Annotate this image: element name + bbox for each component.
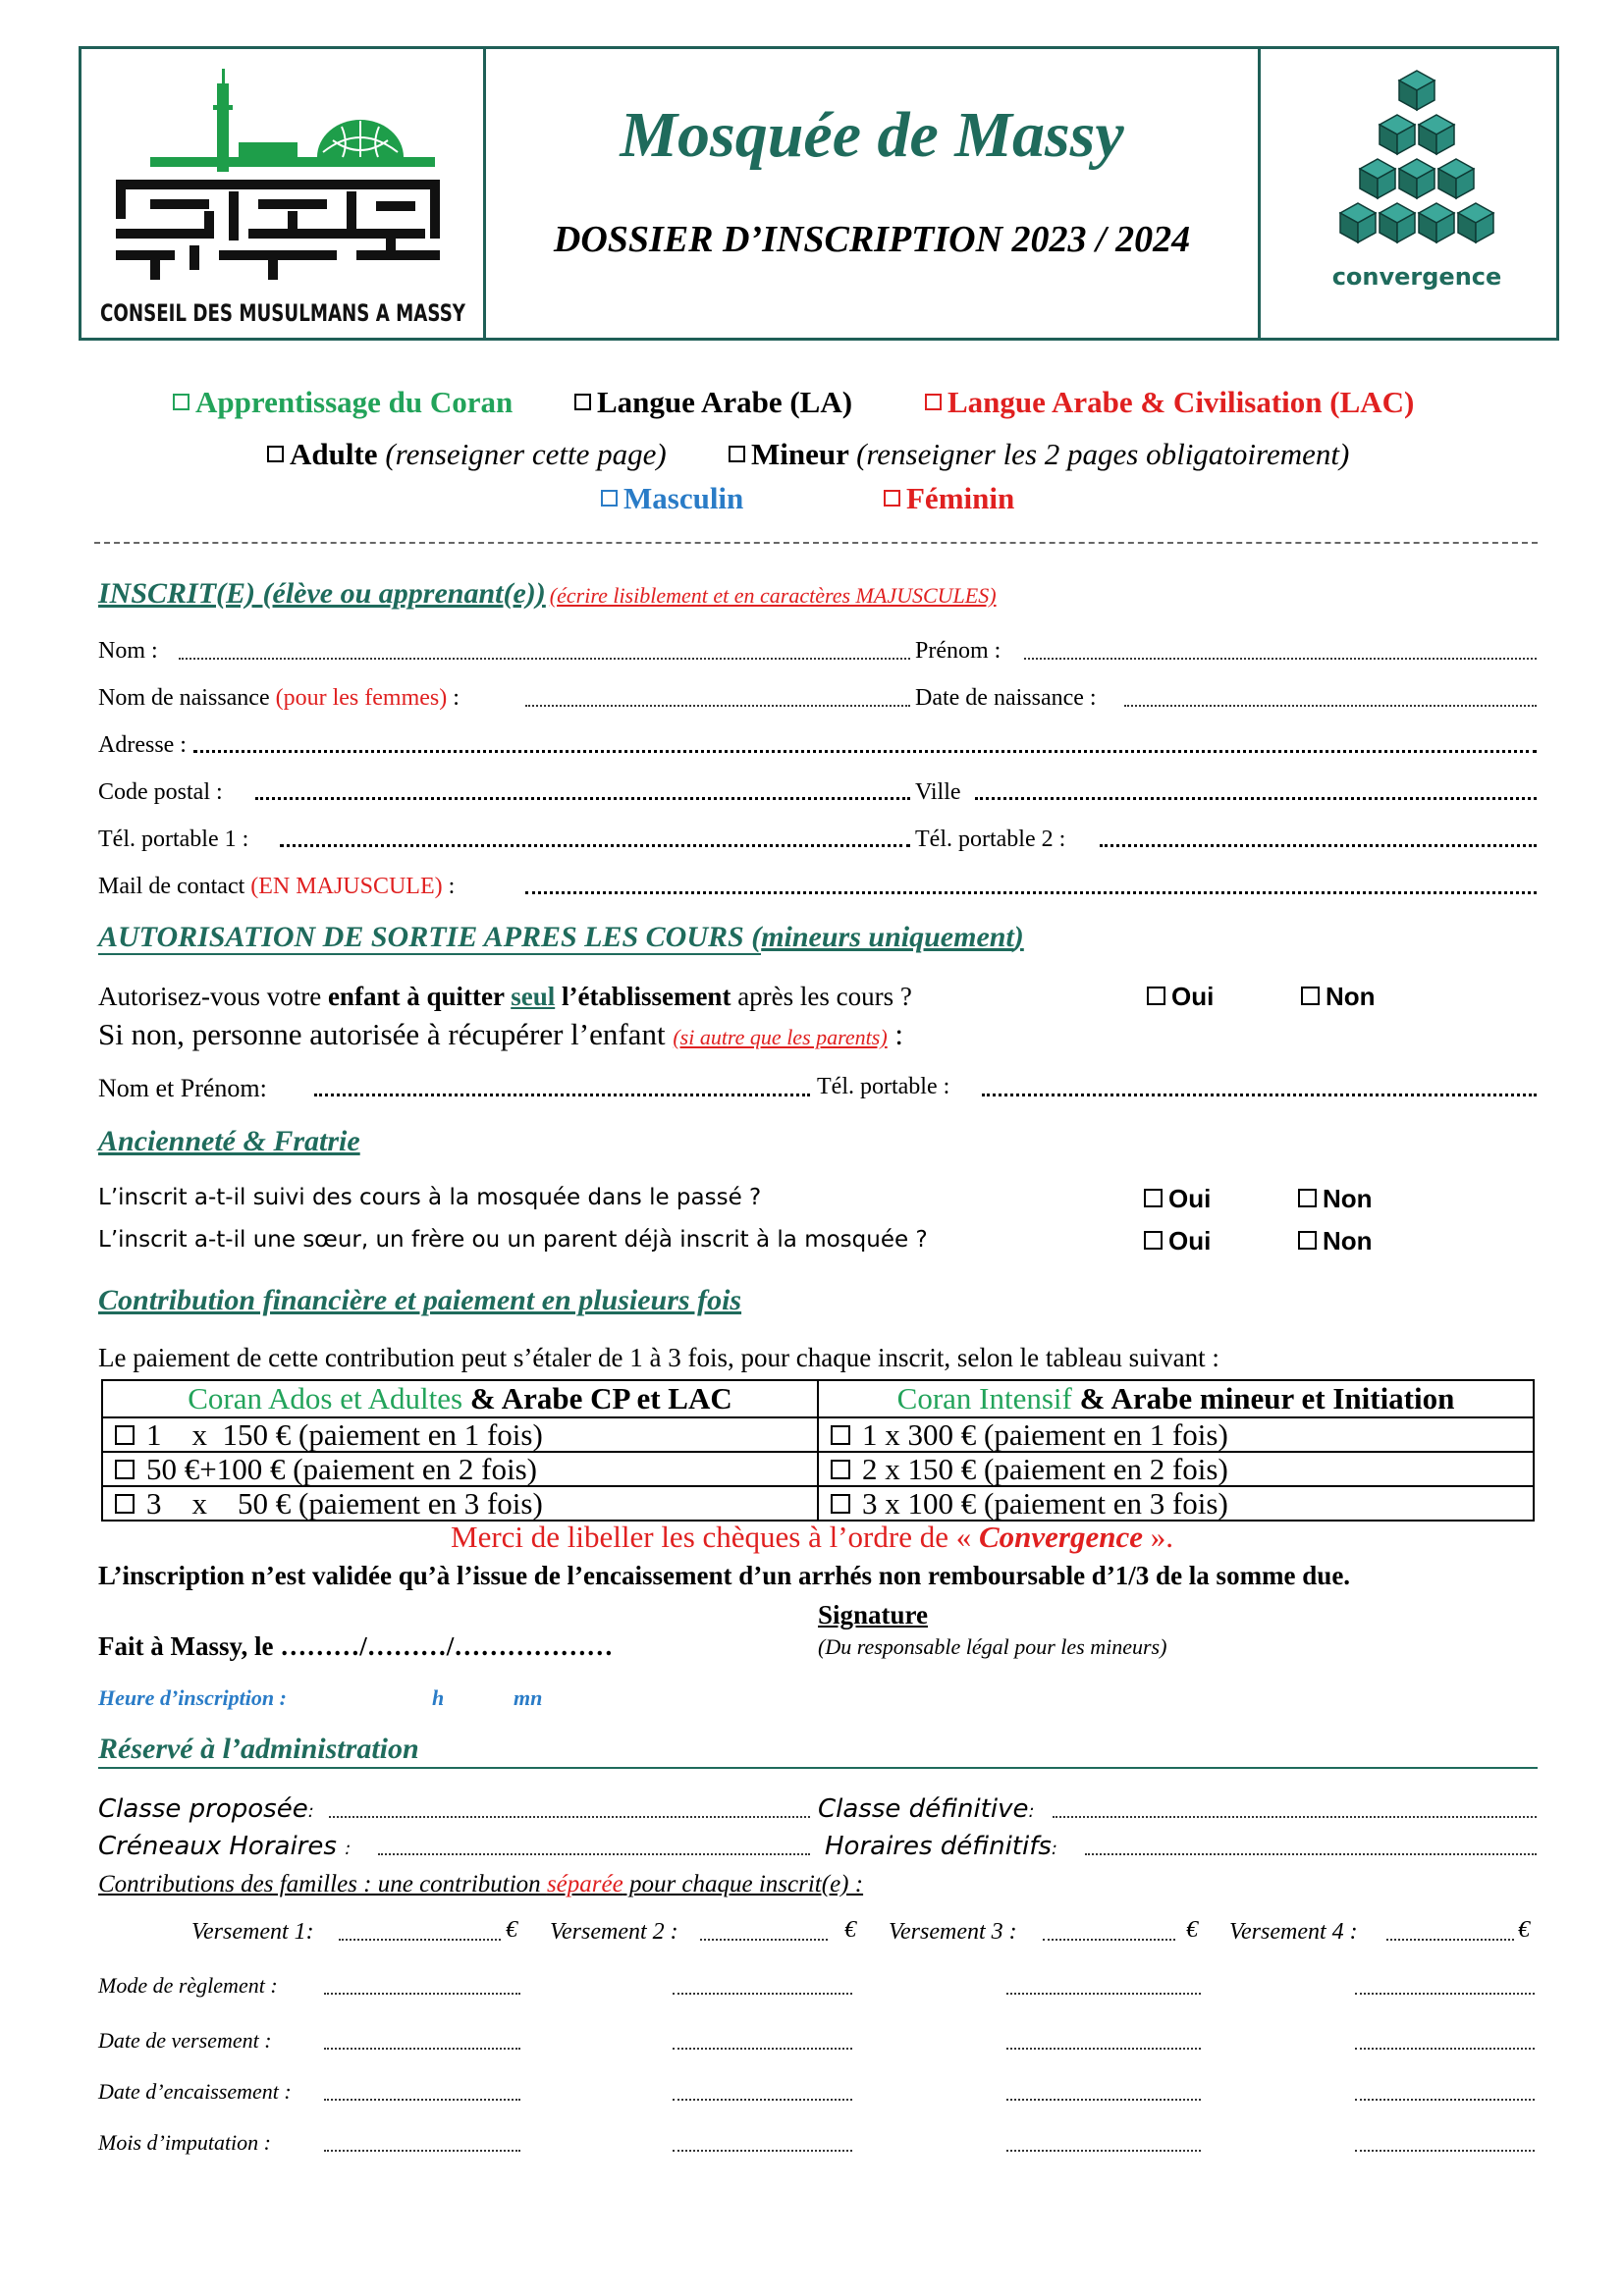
euro-1: € [506,1917,517,1943]
question-personne-autorisee: Si non, personne autorisée à récupérer l’enfant (si autre que les parents) : [98,1017,904,1051]
question-fratrie: L’inscrit a-t-il une sœur, un frère ou un parent déjà inscrit à la mosquée ? [98,1227,928,1253]
label-tel-portable: Tél. portable : [817,1074,950,1099]
field-mode-col4[interactable] [1355,1993,1535,1995]
checkbox-icon[interactable] [115,1460,135,1479]
checkbox-icon[interactable] [601,490,618,507]
field-tel2[interactable] [1100,844,1537,847]
field-versement-2[interactable] [700,1939,828,1941]
field-date-vers-col2[interactable] [673,2048,852,2050]
field-date-vers-col1[interactable] [324,2048,520,2050]
signature-label: Signature [818,1600,929,1629]
cheques-note: Merci de libeller les chèques à l’ordre de « Convergence ». [451,1520,1173,1554]
checkbox-icon[interactable] [574,394,591,410]
table-row [102,1486,1534,1521]
checkbox-icon[interactable] [1147,987,1165,1005]
field-mois-col3[interactable] [1006,2150,1201,2152]
section-sortie-heading: AUTORISATION DE SORTIE APRES LES COURS (mineurs uniquement) [98,921,1024,953]
checkbox-icon[interactable] [831,1425,850,1445]
admin-underline [98,1767,1538,1769]
field-mois-col2[interactable] [673,2150,852,2152]
field-versement-1[interactable] [339,1939,501,1941]
option-adulte[interactable]: Adulte (renseigner cette page) [267,437,667,472]
heure-mn[interactable]: mn [514,1685,543,1710]
euro-4: € [1518,1917,1530,1943]
field-date-naissance[interactable] [1124,705,1537,707]
euro-3: € [1186,1917,1198,1943]
contributions-familles-note: Contributions des familles : une contribution séparée pour chaque inscrit(e) : [98,1871,864,1897]
checkbox-icon[interactable] [831,1460,850,1479]
field-mois-col4[interactable] [1355,2150,1535,2152]
header-divider [1258,49,1261,338]
field-mode-col1[interactable] [324,1993,520,1995]
field-date-enc-col3[interactable] [1006,2099,1201,2101]
field-tel1[interactable] [280,844,910,847]
payment-option[interactable]: 1 x 150 € (paiement en 1 fois) [102,1417,818,1452]
separator [94,542,1538,544]
cmm-caption: CONSEIL DES MUSULMANS A MASSY [100,299,466,327]
label-nom-naissance: Nom de naissance (pour les femmes) : [98,685,460,711]
label-creneaux: Créneaux Horaires : [98,1832,352,1861]
page-title: Mosquée de Massy [620,99,1124,171]
table-row [102,1417,1534,1452]
option-lac[interactable]: Langue Arabe & Civilisation (LAC) [925,385,1414,420]
field-date-vers-col4[interactable] [1355,2048,1535,2050]
checkbox-oui-fratrie[interactable]: Oui [1144,1226,1211,1256]
checkbox-icon[interactable] [1144,1189,1163,1207]
question-cours-passe: L’inscrit a-t-il suivi des cours à la mosquée dans le passé ? [98,1185,762,1210]
option-masculin[interactable]: Masculin [601,481,743,516]
label-tel2: Tél. portable 2 : [915,827,1066,852]
contribution-intro: Le paiement de cette contribution peut s’étaler de 1 à 3 fois, pour chaque inscrit, selon le tableau suivant : [98,1343,1219,1372]
table-header-cell: Coran Intensif & Arabe mineur et Initiation [818,1380,1534,1417]
checkbox-non-sortie[interactable]: Non [1301,982,1376,1012]
fait-a-massy[interactable]: Fait à Massy, le ………/………/……………… [98,1631,614,1661]
signature-note: (Du responsable légal pour les mineurs) [818,1634,1167,1659]
payment-option[interactable]: 3 x 50 € (paiement en 3 fois) [102,1486,818,1521]
checkbox-non-passe[interactable]: Non [1298,1184,1373,1214]
label-ville: Ville [915,779,961,805]
checkbox-icon[interactable] [1298,1189,1317,1207]
section-admin-heading: Réservé à l’administration [98,1733,419,1765]
field-nom-naissance[interactable] [525,705,910,707]
field-versement-4[interactable] [1386,1939,1514,1941]
label-horaires-definitifs: Horaires définitifs: [825,1832,1057,1861]
label-tel1: Tél. portable 1 : [98,827,249,852]
checkbox-icon[interactable] [884,490,900,507]
field-classe-definitive[interactable] [1053,1816,1537,1818]
checkbox-oui-sortie[interactable]: Oui [1147,982,1214,1012]
field-mail[interactable] [525,891,1537,894]
label-date-naissance: Date de naissance : [915,685,1097,711]
label-mode-reglement: Mode de règlement : [98,1973,278,1998]
field-code-postal[interactable] [255,797,910,800]
section-anciennete-heading: Ancienneté & Fratrie [98,1125,360,1157]
label-mois-imputation: Mois d’imputation : [98,2130,271,2155]
field-versement-3[interactable] [1043,1939,1175,1941]
label-nom: Nom : [98,638,158,664]
option-coran[interactable]: Apprentissage du Coran [173,385,513,420]
field-date-vers-col3[interactable] [1006,2048,1201,2050]
euro-2: € [844,1917,856,1943]
option-langue-arabe[interactable]: Langue Arabe (LA) [574,385,852,420]
field-date-enc-col1[interactable] [324,2099,520,2101]
checkbox-icon[interactable] [1144,1231,1163,1250]
field-date-enc-col4[interactable] [1355,2099,1535,2101]
checkbox-icon[interactable] [925,394,942,410]
field-adresse[interactable] [193,750,1537,753]
checkbox-icon[interactable] [831,1494,850,1514]
field-mode-col2[interactable] [673,1993,852,1995]
checkbox-icon[interactable] [1298,1231,1317,1250]
checkbox-icon[interactable] [173,394,189,410]
header-box [79,46,1559,341]
label-adresse: Adresse : [98,732,187,758]
field-prenom[interactable] [1024,658,1537,660]
checkbox-icon[interactable] [115,1425,135,1445]
label-date-versement: Date de versement : [98,2028,272,2053]
label-versement-3: Versement 3 : [889,1919,1017,1945]
label-code-postal: Code postal : [98,779,223,805]
option-mineur[interactable]: Mineur (renseigner les 2 pages obligatoirement) [729,437,1349,472]
label-date-encaissement: Date d’encaissement : [98,2079,292,2104]
validation-note: L’inscription n’est validée qu’à l’issue de l’encaissement d’un arrhés non remboursable d’1/3 de la somme due. [98,1561,1351,1590]
checkbox-non-fratrie[interactable]: Non [1298,1226,1373,1256]
payment-option[interactable]: 2 x 150 € (paiement en 2 fois) [818,1452,1534,1486]
heure-h[interactable]: h [432,1685,445,1710]
heure-inscription-label: Heure d’inscription : [98,1685,287,1710]
field-tel-portable[interactable] [982,1094,1537,1096]
label-versement-1: Versement 1: [191,1919,314,1945]
field-date-enc-col2[interactable] [673,2099,852,2101]
payment-option[interactable]: 3 x 100 € (paiement en 3 fois) [818,1486,1534,1521]
label-nom-prenom: Nom et Prénom: [98,1074,267,1102]
field-horaires-definitifs[interactable] [1085,1853,1537,1855]
cmm-logo [91,64,474,329]
label-versement-2: Versement 2 : [550,1919,678,1945]
table-header-cell: Coran Ados et Adultes & Arabe CP et LAC [102,1380,818,1417]
checkbox-oui-passe[interactable]: Oui [1144,1184,1211,1214]
header-divider [483,49,486,338]
label-prenom: Prénom : [915,638,1001,664]
field-mois-col1[interactable] [324,2150,520,2152]
payment-option[interactable]: 50 €+100 € (paiement en 2 fois) [102,1452,818,1486]
label-versement-4: Versement 4 : [1229,1919,1358,1945]
field-classe-proposee[interactable] [329,1816,810,1818]
checkbox-icon[interactable] [115,1494,135,1514]
checkbox-icon[interactable] [1301,987,1320,1005]
section-contribution-heading: Contribution financière et paiement en plusieurs fois [98,1284,742,1316]
table-row [102,1452,1534,1486]
option-feminin[interactable]: Féminin [884,481,1014,516]
checkbox-icon[interactable] [267,446,284,462]
convergence-logo [1319,61,1515,326]
field-nom-prenom[interactable] [314,1094,810,1096]
field-ville[interactable] [975,797,1537,800]
checkbox-icon[interactable] [729,446,745,462]
label-classe-proposee: Classe proposée: [98,1794,314,1824]
section-inscrit-heading: INSCRIT(E) (élève ou apprenant(e)) (écrire lisiblement et en caractères MAJUSCULES) [98,577,997,610]
payment-table [101,1379,1535,1522]
label-mail: Mail de contact (EN MAJUSCULE) : [98,874,456,899]
field-nom[interactable] [179,658,910,660]
convergence-caption: convergence [1331,263,1502,291]
label-classe-definitive: Classe définitive: [818,1794,1035,1824]
field-creneaux[interactable] [378,1853,810,1855]
field-mode-col3[interactable] [1006,1993,1201,1995]
table-header-row [102,1380,1534,1417]
page-subtitle: DOSSIER D’INSCRIPTION 2023 / 2024 [553,219,1191,260]
question-quitter-seul: Autorisez-vous votre enfant à quitter seul l’établissement après les cours ? [98,982,912,1011]
payment-option[interactable]: 1 x 300 € (paiement en 1 fois) [818,1417,1534,1452]
